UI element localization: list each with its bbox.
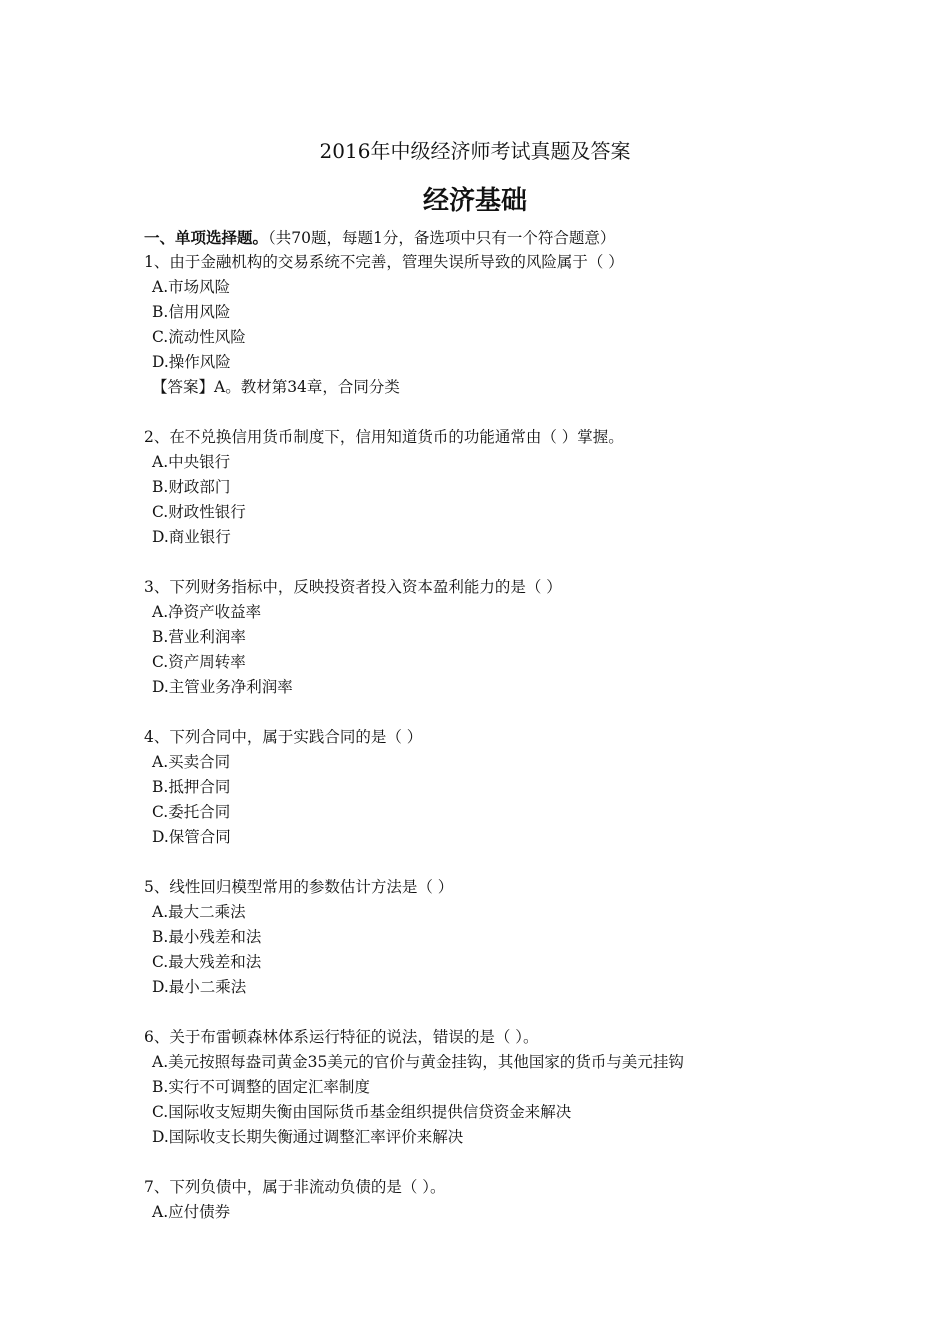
question-option: C.资产周转率 (152, 653, 246, 671)
question-option: A.最大二乘法 (152, 903, 246, 921)
section-label: 一、单项选择题。 (144, 228, 269, 247)
question-option: A.市场风险 (152, 278, 231, 296)
question-option: A.净资产收益率 (152, 603, 262, 621)
document-body (144, 225, 844, 1225)
question-option: C.流动性风险 (152, 328, 246, 346)
spacer (144, 700, 844, 725)
question-option: B.财政部门 (152, 478, 231, 496)
question-option: B.营业利润率 (152, 628, 246, 646)
question-stem: 5、线性回归模型常用的参数估计方法是（ ） (144, 878, 454, 896)
question-option: C.财政性银行 (152, 503, 246, 521)
question-stem: 4、下列合同中，属于实践合同的是（ ） (144, 728, 423, 746)
section-heading (144, 225, 844, 250)
question-option: D.国际收支长期失衡通过调整汇率评价来解决 (152, 1128, 464, 1146)
question-option: D.最小二乘法 (152, 978, 247, 996)
question-option: C.委托合同 (152, 803, 231, 821)
document-subtitle: 经济基础 (422, 186, 527, 216)
question-option: D.商业银行 (152, 528, 231, 546)
question-stem: 6、关于布雷顿森林体系运行特征的说法，错误的是（ ）。 (144, 1028, 539, 1046)
spacer (144, 850, 844, 875)
question-option: C.最大残差和法 (152, 953, 262, 971)
question-option: D.保管合同 (152, 828, 231, 846)
spacer (144, 1150, 844, 1175)
question-option: A.应付债券 (152, 1203, 231, 1221)
question-option: A.中央银行 (152, 453, 231, 471)
question-stem: 2、在不兑换信用货币制度下，信用知道货币的功能通常由（ ）掌握。 (144, 428, 624, 446)
question-stem: 1、由于金融机构的交易系统不完善，管理失误所导致的风险属于（ ） (144, 253, 624, 271)
question-answer: 【答案】A。教材第34章，合同分类 (152, 378, 400, 396)
question-option: D.主管业务净利润率 (152, 678, 293, 696)
question-option: B.信用风险 (152, 303, 231, 321)
section-note: （共70题，每题1分，备选项中只有一个符合题意） (268, 229, 616, 247)
question-stem: 7、下列负债中，属于非流动负债的是（ ）。 (144, 1178, 446, 1196)
question-option: B.实行不可调整的固定汇率制度 (152, 1078, 370, 1096)
question-stem: 3、下列财务指标中，反映投资者投入资本盈利能力的是（ ） (144, 578, 562, 596)
spacer (144, 400, 844, 425)
question-option: A.买卖合同 (152, 753, 231, 771)
question-option: D.操作风险 (152, 353, 231, 371)
question-option: C.国际收支短期失衡由国际货币基金组织提供信贷资金来解决 (152, 1103, 572, 1121)
spacer (144, 1000, 844, 1025)
question-option: A.美元按照每盎司黄金35美元的官价与黄金挂钩，其他国家的货币与美元挂钩 (152, 1053, 684, 1071)
question-option: B.最小残差和法 (152, 928, 262, 946)
document-title: 2016年中级经济师考试真题及答案 (319, 139, 631, 163)
spacer (144, 550, 844, 575)
question-option: B.抵押合同 (152, 778, 231, 796)
